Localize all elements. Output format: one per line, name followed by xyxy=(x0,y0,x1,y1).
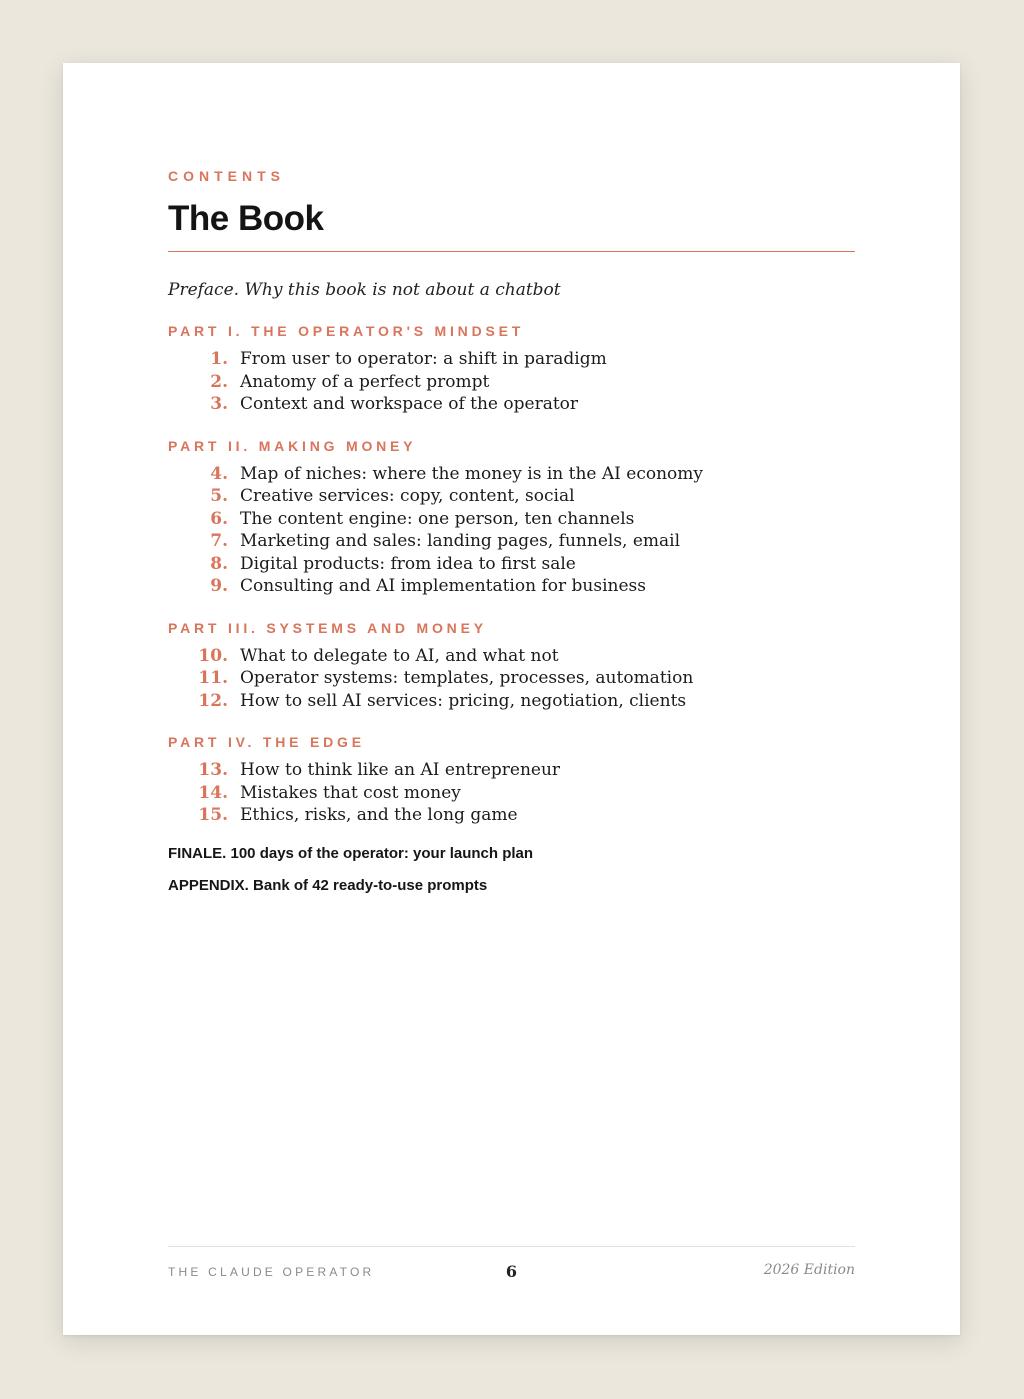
chapter-number: 4. xyxy=(210,463,228,484)
chapter-entry xyxy=(168,393,855,416)
chapter-number: 14. xyxy=(198,782,228,803)
chapter-title: Ethics, risks, and the long game xyxy=(240,805,518,825)
chapter-number: 11. xyxy=(198,668,228,688)
chapter-entry xyxy=(168,485,855,508)
section-eyebrow: CONTENTS xyxy=(168,168,285,184)
chapter-number: 15. xyxy=(198,805,228,825)
chapter-number: 8. xyxy=(210,553,228,574)
part-heading: PART IV. THE EDGE xyxy=(168,734,365,750)
chapter-number: 10. xyxy=(198,645,228,666)
chapter-entry xyxy=(168,759,855,782)
chapter-number: 6. xyxy=(210,508,228,529)
chapter-list xyxy=(168,463,855,598)
chapter-entry xyxy=(168,782,855,805)
book-page xyxy=(63,63,960,1335)
running-title: THE CLAUDE OPERATOR xyxy=(168,1265,375,1279)
chapter-number: 2. xyxy=(210,371,228,392)
chapter-title: The content engine: one person, ten channels xyxy=(240,508,635,529)
chapter-title: Anatomy of a perfect prompt xyxy=(240,371,490,392)
chapter-list xyxy=(168,759,855,827)
page-number: 6 xyxy=(505,1262,518,1281)
page-title: The Book xyxy=(168,199,324,238)
chapter-title: How to think like an AI entrepreneur xyxy=(240,760,561,780)
chapter-entry xyxy=(168,508,855,531)
chapter-entry xyxy=(168,553,855,576)
chapter-title: Creative services: copy, content, social xyxy=(240,486,575,506)
part-3 xyxy=(168,619,855,713)
finale-entry: FINALE. 100 days of the operator: your launch plan xyxy=(168,844,534,862)
edition-label: 2026 Edition xyxy=(763,1262,855,1278)
chapter-number: 5. xyxy=(210,486,228,506)
chapter-number: 1. xyxy=(210,349,228,369)
chapter-title: From user to operator: a shift in paradigm xyxy=(240,349,607,369)
chapter-number: 9. xyxy=(210,576,228,596)
chapter-title: Marketing and sales: landing pages, funnels, email xyxy=(240,531,681,551)
chapter-number: 13. xyxy=(198,760,228,780)
page-footer xyxy=(168,1246,855,1287)
chapter-number: 7. xyxy=(210,531,228,551)
title-divider xyxy=(168,251,855,252)
chapter-entry xyxy=(168,348,855,371)
chapter-number: 3. xyxy=(210,394,228,414)
chapter-entry xyxy=(168,530,855,553)
chapter-entry xyxy=(168,463,855,486)
chapter-title: Map of niches: where the money is in the AI economy xyxy=(240,463,704,484)
chapter-entry xyxy=(168,667,855,690)
chapter-entry xyxy=(168,690,855,713)
part-heading: PART III. SYSTEMS AND MONEY xyxy=(168,619,487,636)
chapter-title: Digital products: from idea to first sale xyxy=(240,553,576,574)
chapter-list xyxy=(168,645,855,713)
chapter-entry xyxy=(168,575,855,598)
part-4 xyxy=(168,733,855,827)
chapter-entry xyxy=(168,645,855,668)
appendix-entry: APPENDIX. Bank of 42 ready-to-use prompts xyxy=(168,876,488,894)
chapter-title: How to sell AI services: pricing, negotiation, clients xyxy=(240,690,687,711)
chapter-title: Operator systems: templates, processes, automation xyxy=(240,668,694,688)
chapter-list xyxy=(168,348,855,416)
table-of-contents xyxy=(168,168,855,895)
chapter-title: Consulting and AI implementation for business xyxy=(240,576,646,596)
chapter-title: Context and workspace of the operator xyxy=(240,394,579,414)
chapter-title: Mistakes that cost money xyxy=(240,782,461,803)
chapter-entry xyxy=(168,804,855,827)
preface-entry: Preface. Why this book is not about a chatbot xyxy=(168,280,561,300)
chapter-title: What to delegate to AI, and what not xyxy=(240,645,559,666)
part-2 xyxy=(168,437,855,598)
chapter-entry xyxy=(168,371,855,394)
part-heading: PART II. MAKING MONEY xyxy=(168,437,417,454)
chapter-number: 12. xyxy=(198,690,228,711)
part-1 xyxy=(168,322,855,416)
part-heading: PART I. THE OPERATOR'S MINDSET xyxy=(168,323,525,339)
